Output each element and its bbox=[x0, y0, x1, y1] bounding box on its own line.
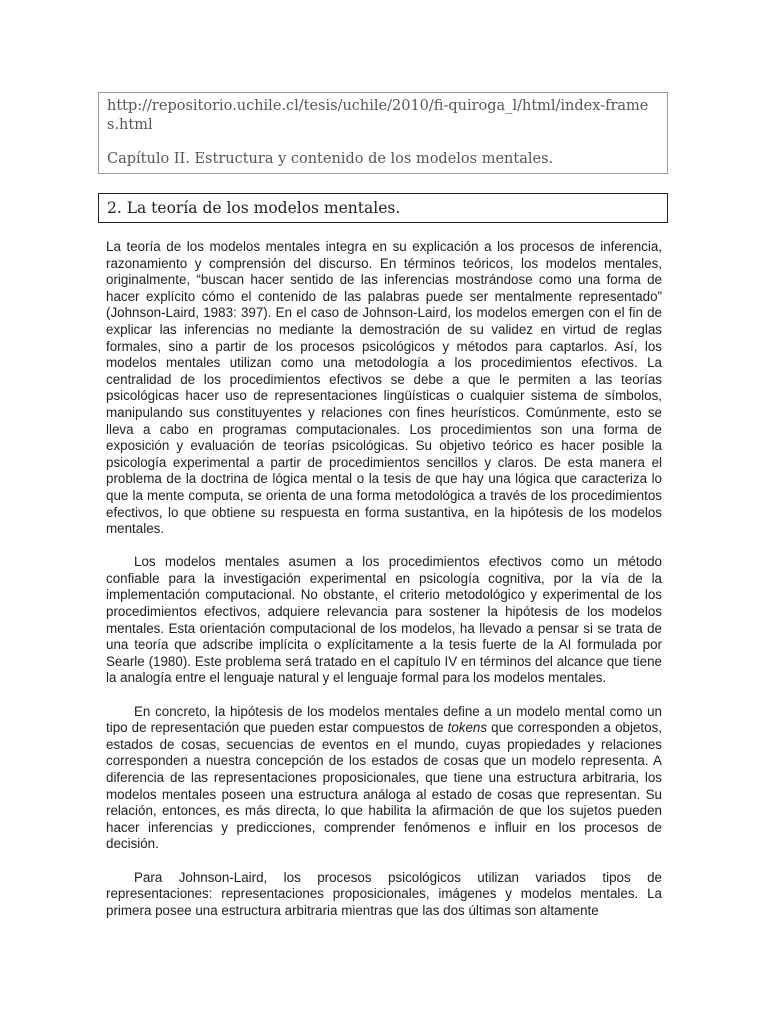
section-heading: 2. La teoría de los modelos mentales. bbox=[98, 193, 668, 223]
paragraph-2: Los modelos mentales asumen a los procedimientos efectivos como un método confiable para la investigación experimental en psicología cognitiva, por la vía de la implementación computacional. No obstante, el criterio metodológico y experimental de los procedimientos efectivos, adquiere relevancia para sostener la hipótesis de los modelos mentales. Esta orientación computacional de los modelos, ha llevado a pensar si se trata de una teoría que adscribe implícita o explícitamente a la tesis fuerte de la AI formulada por Searle (1980). Este problema será tratado en el capítulo IV en términos del alcance que tiene la analogía entre el lenguaje natural y el lenguaje formal para los modelos mentales. bbox=[106, 554, 662, 686]
source-url: http://repositorio.uchile.cl/tesis/uchile/2010/fi-quiroga_l/html/index-frames.html bbox=[107, 98, 649, 133]
chapter-title: Capítulo II. Estructura y contenido de los modelos mentales. bbox=[107, 151, 554, 167]
body-text bbox=[106, 239, 662, 919]
paragraph-3 bbox=[106, 704, 662, 853]
source-reference-box bbox=[98, 92, 668, 174]
paragraph-3-text-start: En concreto, la hipótesis de los modelos mentales define a un modelo mental como un tipo de representación que pueden estar compuestos de bbox=[106, 703, 662, 736]
paragraph-4: Para Johnson-Laird, los procesos psicológicos utilizan variados tipos de representaciones: representaciones proposicionales, imágenes y modelos mentales. La primera posee una estructura arbitraria mientras que las dos últimas son altamente bbox=[106, 869, 662, 918]
paragraph-3-text-end: que corresponden a objetos, estados de cosas, secuencias de eventos en el mundo, cuyas propiedades y relaciones corresponden a nuestra concepción de los estados de cosas que un modelo representa. A diferencia de las representaciones proposicionales, que tiene una estructura arbitraria, los modelos mentales poseen una estructura análoga al estado de cosas que representan. Su relación, entonces, es más directa, lo que habilita la afirmación de que los sujetos pueden hacer inferencias y predicciones, comprender fenómenos e influir en los procesos de decisión. bbox=[106, 720, 662, 852]
tokens-emphasis: tokens bbox=[447, 720, 488, 736]
paragraph-1: La teoría de los modelos mentales integra en su explicación a los procesos de inferencia, razonamiento y comprensión del discurso. En términos teóricos, los modelos mentales, originalmente, “buscan hacer sentido de las inferencias mostrándose como una forma de hacer explícito cómo el contenido de las palabras puede ser mentalmente representado” (Johnson-Laird, 1983: 397). En el caso de Johnson-Laird, los modelos emergen con el fin de explicar las inferencias no mediante la demostración de su validez en virtud de reglas formales, sino a partir de los procesos psicológicos y métodos para captarlos. Así, los modelos mentales utilizan como una metodología a los procedimientos efectivos. La centralidad de los procedimientos efectivos se debe a que le permiten a las teorías psicológicas hacer uso de representaciones lingüísticas o cualquier sistema de símbolos, manipulando sus constituyentes y relaciones con fines heurísticos. Comúnmente, esto se lleva a cabo en programas computacionales. Los procedimientos son una forma de exposición y evaluación de teorías psicológicas. Su objetivo teórico es hacer posible la psicología experimental a partir de procedimientos sencillos y claros. De esta manera el problema de la doctrina de lógica mental o la tesis de que hay una lógica que caracteriza lo que la mente computa, se orienta de una forma metodológica a través de los procedimientos efectivos, lo que obtiene su respuesta en forma sustantiva, en la hipótesis de los modelos mentales. bbox=[106, 239, 662, 537]
